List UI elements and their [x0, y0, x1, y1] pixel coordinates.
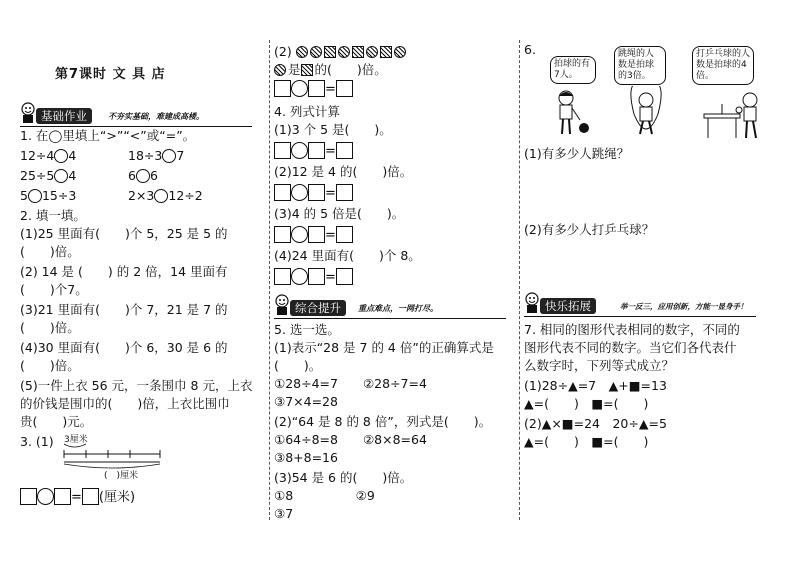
answer-box[interactable] — [308, 80, 325, 97]
compare-circle[interactable] — [28, 189, 42, 203]
speech-bubble: 跳绳的人数是拍球的3倍。 — [614, 46, 666, 85]
operator-circle[interactable] — [291, 80, 308, 97]
q2-line: (1)25 里面有( )个 5，25 是 5 的 — [20, 226, 228, 241]
q3-2-prefix: (2) — [274, 44, 292, 59]
q5-line: ③8+8=16 — [274, 450, 338, 465]
q1-expr: 4 — [68, 168, 77, 183]
hatched-square-icon — [324, 46, 336, 58]
q7-line: 图形代表不同的数字。当它们各代表什 — [524, 340, 737, 355]
segment-bottom-label: ( )厘米 — [104, 471, 139, 481]
column-divider-1 — [269, 40, 270, 520]
q2-line: 的价钱是围巾的( )倍，上衣比围巾 — [20, 396, 230, 411]
q2-line: 贵( )元。 — [20, 414, 93, 429]
compare-circle[interactable] — [154, 189, 168, 203]
answer-box[interactable] — [274, 268, 291, 285]
q5-line: ①8 ②9 — [274, 488, 375, 503]
q1-row — [20, 188, 203, 204]
q2-line: (4)30 里面有( )个 6，30 是 6 的 — [20, 340, 228, 355]
answer-box[interactable] — [274, 184, 291, 201]
q4-item: (1)3 个 5 是( )。 — [274, 122, 392, 137]
q3-equation: = (厘米) — [20, 486, 135, 505]
q2-line: ( )个7。 — [20, 282, 88, 297]
hatched-circle-icon — [274, 64, 286, 76]
comprehensive-banner — [274, 300, 506, 319]
equation-row: = — [274, 184, 353, 201]
hatched-circle-icon — [394, 46, 406, 58]
q1-expr: 6 — [149, 168, 158, 183]
q2-line: ( )倍。 — [20, 244, 80, 259]
mascot-icon — [20, 102, 36, 124]
hatched-square-icon — [352, 46, 364, 58]
answer-box[interactable] — [54, 488, 71, 505]
q1-row — [20, 168, 158, 184]
hatched-circle-icon — [366, 46, 378, 58]
q5-line: (3)54 是 6 的( )倍。 — [274, 470, 413, 485]
q5-prompt: 5. 选一选。 — [274, 322, 340, 337]
answer-box[interactable] — [336, 268, 353, 285]
speech-bubble: 打乒乓球的人数是拍球的4倍。 — [692, 46, 754, 85]
q2-line: (3)21 里面有( )个 7，21 是 7 的 — [20, 302, 228, 317]
q7-line: (1)28÷▲=7 ▲+■=13 — [524, 378, 667, 393]
q1-expr: 18÷3 — [128, 148, 163, 163]
hatched-circle-icon — [310, 46, 322, 58]
answer-box[interactable] — [308, 184, 325, 201]
q1-expr: 5 — [20, 188, 28, 203]
mascot-icon — [274, 294, 290, 316]
answer-box[interactable] — [336, 80, 353, 97]
q7-line: ▲=( ) ■=( ) — [524, 396, 649, 411]
answer-box[interactable] — [308, 226, 325, 243]
q6-prompt: 6. — [524, 42, 536, 57]
q1-expr: 12÷2 — [168, 188, 203, 203]
answer-box[interactable] — [82, 488, 99, 505]
q7-line: ▲=( ) ■=( ) — [524, 434, 649, 449]
q2-line: ( )倍。 — [20, 320, 80, 335]
q4-item: (3)4 的 5 倍是( )。 — [274, 206, 405, 221]
q5-line: (2)“64 是 8 的 8 倍”，列式是( )。 — [274, 414, 492, 429]
column-divider-2 — [519, 40, 520, 520]
page-title: 第7课时 文 具 店 — [55, 67, 166, 82]
equation-row: = — [274, 142, 353, 159]
q5-line: ①64÷8=8 ②8×8=64 — [274, 432, 427, 447]
operator-circle[interactable] — [37, 488, 54, 505]
hatched-circle-icon — [338, 46, 350, 58]
answer-box[interactable] — [308, 142, 325, 159]
unit-label: (厘米) — [98, 490, 136, 505]
column-2 — [274, 0, 518, 569]
equation-row: = — [274, 80, 353, 97]
ball-girl-figure — [559, 91, 589, 134]
q1-row — [20, 148, 185, 164]
q5-line: ( )。 — [274, 358, 322, 373]
hatched-square-icon — [380, 46, 392, 58]
answer-box[interactable] — [274, 142, 291, 159]
column-1 — [20, 0, 268, 569]
q5-line: (1)表示“28 是 7 的 4 倍”的正确算式是 — [274, 340, 494, 355]
fun-badge: 快乐拓展 — [540, 298, 596, 314]
q7-line: (2)▲×■=24 20÷▲=5 — [524, 416, 667, 431]
q4-item: (2)12 是 4 的( )倍。 — [274, 164, 413, 179]
fun-motto: 举一反三，应用创新，方能一显身手！ — [620, 302, 748, 311]
operator-circle[interactable] — [291, 142, 308, 159]
basic-banner — [20, 108, 252, 127]
answer-box[interactable] — [274, 226, 291, 243]
q7-line: 7. 相同的图形代表相同的数字，不同的 — [524, 322, 740, 337]
q1-prompt: 1. 在◯里填上“>”“<”或“=”。 — [20, 128, 196, 143]
q2-line: (2) 14 是 ( ) 的 2 倍，14 里面有 — [20, 264, 228, 279]
q1-expr: 2×3 — [128, 188, 155, 203]
equation-row: = — [274, 268, 353, 285]
answer-box[interactable] — [20, 488, 37, 505]
answer-box[interactable] — [336, 184, 353, 201]
q6-sub-1: (1)有多少人跳绳？ — [524, 146, 630, 161]
comprehensive-motto: 重点难点，一网打尽。 — [358, 304, 438, 313]
q6-sub-2: (2)有多少人打乒乓球？ — [524, 222, 655, 237]
speech-bubble: 拍球的有7人。 — [550, 56, 596, 84]
compare-circle[interactable] — [136, 169, 150, 183]
hatched-circle-icon — [296, 46, 308, 58]
compare-circle[interactable] — [54, 149, 68, 163]
comprehensive-badge: 综合提升 — [290, 300, 346, 316]
equation-row: = — [274, 226, 353, 243]
q2-prompt: 2. 填一填。 — [20, 208, 86, 223]
compare-circle[interactable] — [162, 149, 176, 163]
q1-expr: 6 — [128, 168, 136, 183]
operator-circle[interactable] — [291, 226, 308, 243]
fun-banner — [524, 298, 756, 317]
shape-compare-row: 是 的( )倍。 — [274, 62, 387, 78]
q5-line: ③7×4=28 — [274, 394, 338, 409]
operator-circle[interactable] — [291, 184, 308, 201]
segment-figure — [60, 432, 180, 482]
q4-item: (4)24 里面有( )个 8。 — [274, 248, 421, 263]
column-3 — [524, 0, 774, 569]
q1-expr: 25÷5 — [20, 168, 55, 183]
q5-line: ①28÷4=7 ②28÷7=4 — [274, 376, 427, 391]
table-tennis-figure — [704, 93, 757, 138]
answer-box[interactable] — [336, 142, 353, 159]
basic-badge: 基础作业 — [36, 108, 92, 124]
compare-circle[interactable] — [54, 169, 68, 183]
q1-expr: 15÷3 — [41, 188, 77, 203]
shape-row — [274, 44, 408, 60]
q7-line: 么数字时，下列等式成立？ — [524, 358, 675, 373]
operator-circle[interactable] — [291, 268, 308, 285]
q4-prompt: 4. 列式计算 — [274, 104, 340, 119]
q2-line: ( )倍。 — [20, 358, 80, 373]
mascot-icon — [524, 292, 540, 314]
answer-box[interactable] — [274, 80, 291, 97]
answer-box[interactable] — [336, 226, 353, 243]
kids-illustration — [534, 86, 774, 146]
answer-box[interactable] — [308, 268, 325, 285]
q1-expr: 7 — [176, 148, 185, 163]
q1-expr: 4 — [68, 148, 77, 163]
basic-motto: 不夯实基础，难建成高楼。 — [108, 112, 204, 121]
q3-2-suffix: ( )倍。 — [327, 62, 387, 77]
q1-expr: 12÷4 — [20, 148, 55, 163]
q3-prompt: 3. (1) — [20, 434, 54, 449]
q5-line: ③7 — [274, 506, 294, 521]
segment-top-label: 3厘米 — [64, 435, 88, 445]
hatched-square-icon — [301, 64, 313, 76]
q2-line: (5)一件上衣 56 元，一条围巾 8 元，上衣 — [20, 378, 253, 393]
jump-rope-figure — [631, 86, 661, 134]
